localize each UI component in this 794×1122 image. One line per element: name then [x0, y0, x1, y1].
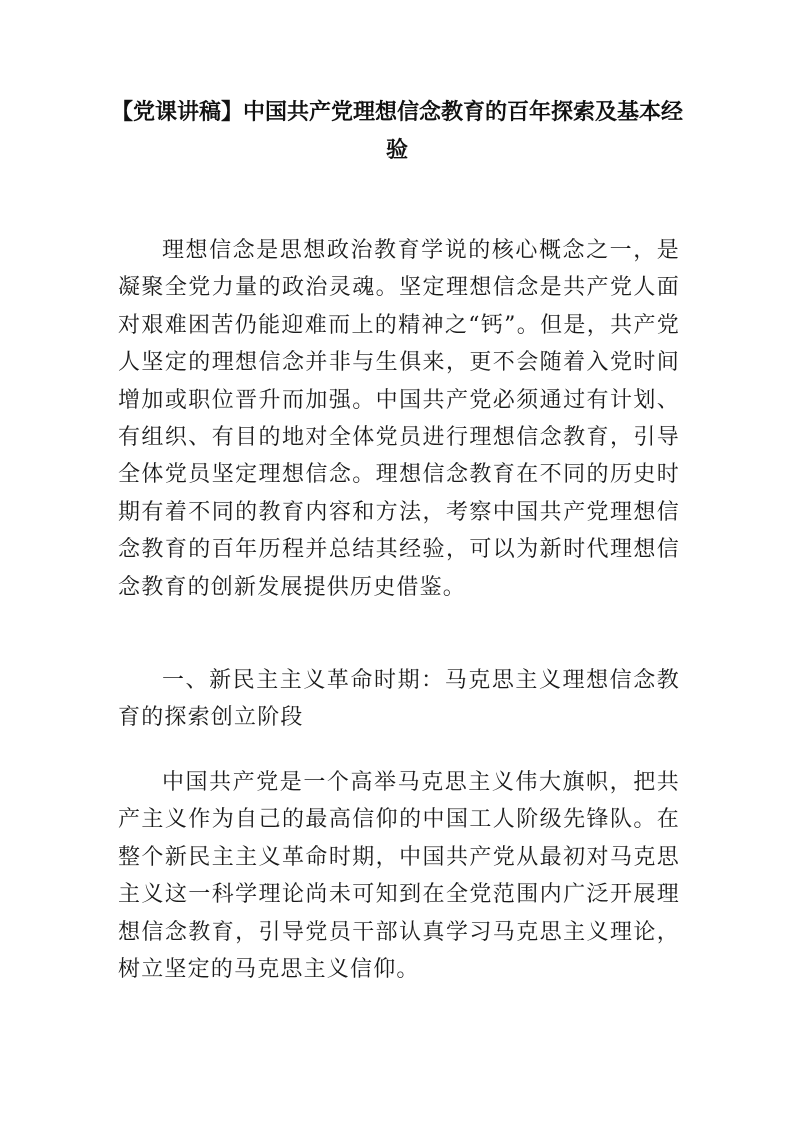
section-paragraph: 中国共产党是一个高举马克思主义伟大旗帜，把共产主义作为自己的最高信仰的中国工人阶级先锋队。在整个新民主主义革命时期，中国共产党从最初对马克思主义这一科学理论尚未可知到在全党范围内广泛开展理想信念教育，引导党员干部认真学习马克思主义理论，树立坚定的马克思主义信仰。: [118, 770, 680, 983]
document-title: 【党课讲稿】中国共产党理想信念教育的百年探索及基本经验: [110, 100, 683, 163]
intro-paragraph: 理想信念是思想政治教育学说的核心概念之一，是凝聚全党力量的政治灵魂。坚定理想信念是共产党人面对艰难困苦仍能迎难而上的精神之“钙”。但是，共产党人坚定的理想信念并非与生俱来，更不会随着入党时间增加或职位晋升而加强。中国共产党必须通过有计划、有组织、有目的地对全体党员进行理想信念教育，引导全体党员坚定理想信念。理想信念教育在不同的历史时期有着不同的教育内容和方法，考察中国共产党理想信念教育的百年历程并总结其经验，可以为新时代理想信念教育的创新发展提供历史借鉴。: [118, 238, 680, 600]
section-heading: 一、新民主主义革命时期：马克思主义理想信念教育的探索创立阶段: [118, 668, 680, 731]
